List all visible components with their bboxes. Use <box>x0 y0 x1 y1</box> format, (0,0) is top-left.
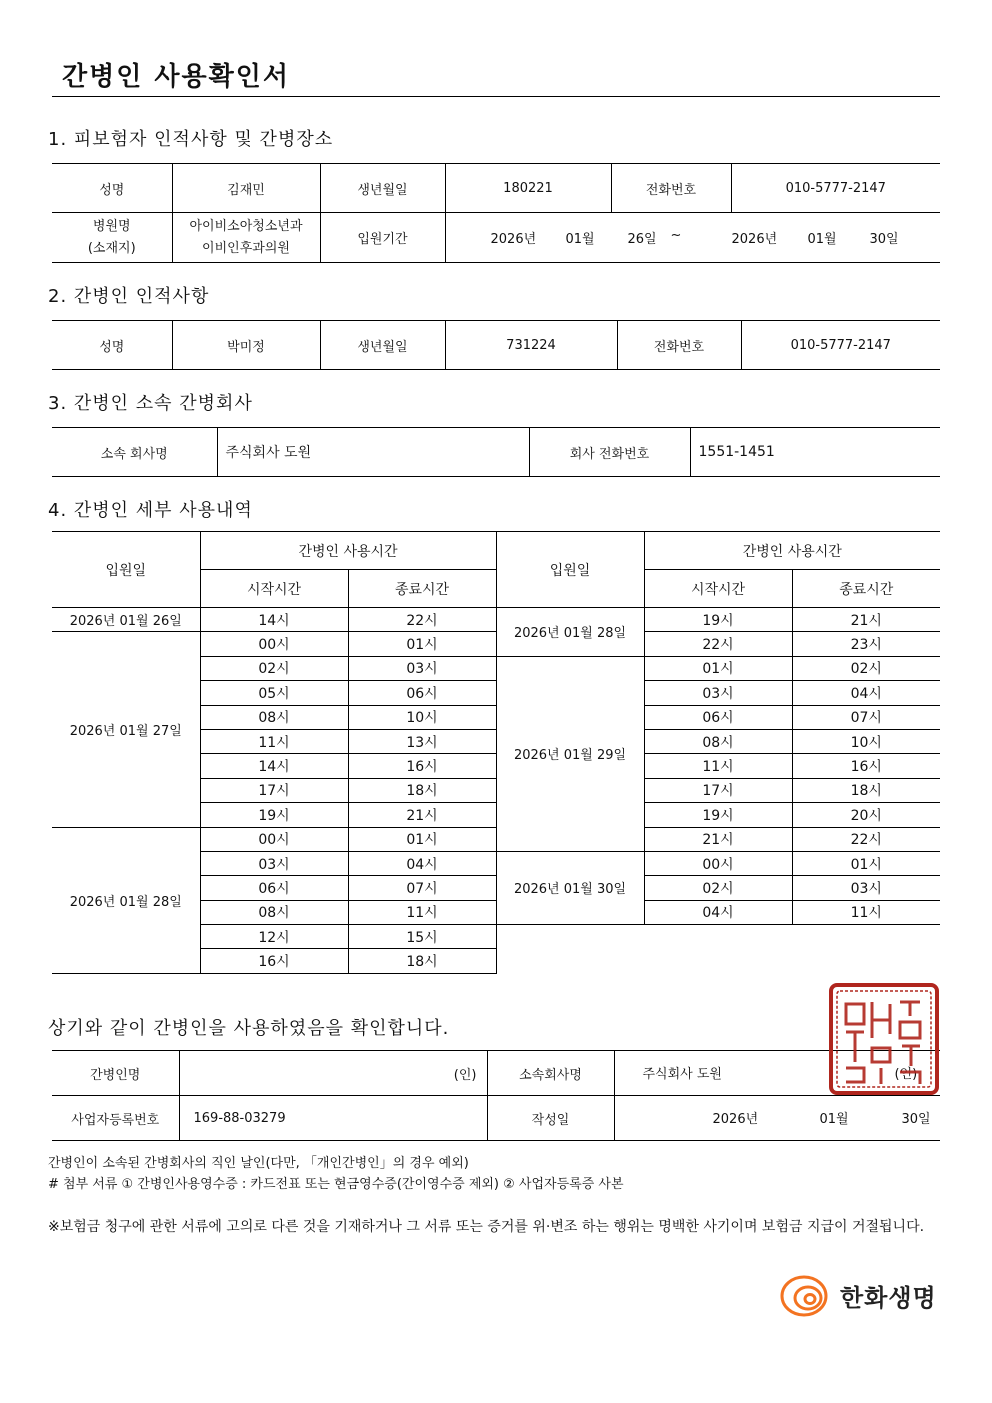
usage-end-time: 18시 <box>348 778 496 802</box>
usage-end-time: 01시 <box>348 632 496 656</box>
insured-name: 김재민 <box>172 164 320 213</box>
hospital-label <box>52 213 172 263</box>
usage-start-time: 19시 <box>200 803 348 827</box>
usage-start-time: 19시 <box>644 608 792 632</box>
usage-date-right: 2026년 01월 29일 <box>496 656 644 851</box>
bizno-value: 169-88-03279 <box>179 1096 487 1141</box>
usage-start-time: 02시 <box>200 656 348 680</box>
usage-end-header-right: 종료시간 <box>792 570 940 608</box>
usage-start-time: 00시 <box>200 827 348 851</box>
date-label: 작성일 <box>487 1096 614 1141</box>
usage-start-time: 01시 <box>644 656 792 680</box>
usage-time-header-left: 간병인 사용시간 <box>200 532 496 570</box>
usage-end-time: 07시 <box>792 705 940 729</box>
note-attachments: # 첨부 서류 ① 간병인사용영수증 : 카드전표 또는 현금영수증(간이영수증 제외) ② 사업자등록증 사본 <box>48 1177 624 1192</box>
usage-end-time: 03시 <box>792 876 940 900</box>
usage-date-right: 2026년 01월 30일 <box>496 851 644 924</box>
caregiver-phone: 010-5777-2147 <box>741 321 940 370</box>
usage-start-time: 06시 <box>644 705 792 729</box>
usage-start-header-right: 시작시간 <box>644 570 792 608</box>
usage-end-time: 04시 <box>348 851 496 875</box>
hospital-name <box>172 213 320 263</box>
written-day: 30일 <box>901 1112 931 1127</box>
usage-start-time: 02시 <box>644 876 792 900</box>
usage-start-time: 17시 <box>200 778 348 802</box>
usage-end-time: 11시 <box>348 900 496 924</box>
usage-start-time: 00시 <box>644 851 792 875</box>
hospital-label-line2: (소재지) <box>87 240 136 256</box>
usage-start-header-left: 시작시간 <box>200 570 348 608</box>
fraud-warning: ※보험금 청구에 관한 서류에 고의로 다른 것을 기재하거나 그 서류 또는 증거를 위·변조 하는 행위는 명백한 사기이며 보험금 지급이 거절됩니다. <box>48 1219 925 1235</box>
usage-date-left: 2026년 01월 26일 <box>52 608 200 632</box>
caregiver-name: 박미정 <box>172 321 320 370</box>
title-divider <box>52 96 940 97</box>
usage-end-time: 22시 <box>348 608 496 632</box>
usage-end-time: 11시 <box>792 900 940 924</box>
usage-start-time: 21시 <box>644 827 792 851</box>
period-tilde: ~ <box>670 227 682 243</box>
signature-table <box>52 1050 940 1141</box>
caregiver-phone-label: 전화번호 <box>617 321 741 370</box>
section-2-heading: 2. 간병인 인적사항 <box>48 286 210 307</box>
usage-start-time: 03시 <box>644 681 792 705</box>
usage-date-header-left: 입원일 <box>52 532 200 608</box>
period-end-month: 01월 <box>807 231 837 247</box>
usage-end-time: 13시 <box>348 729 496 753</box>
period-start-month: 01월 <box>565 231 595 247</box>
signature-company-name: 주식회사 도원 <box>642 1067 722 1082</box>
usage-end-time: 21시 <box>792 608 940 632</box>
usage-date-left: 2026년 01월 28일 <box>52 827 200 973</box>
period-start-year: 2026년 <box>490 231 537 247</box>
admission-period <box>445 213 940 263</box>
usage-start-time: 05시 <box>200 681 348 705</box>
company-table <box>52 427 940 477</box>
company-seal-stamp <box>828 982 940 1096</box>
insured-name-label: 성명 <box>52 164 172 213</box>
usage-end-time: 02시 <box>792 656 940 680</box>
usage-start-time: 08시 <box>200 900 348 924</box>
caregiver-name-label: 성명 <box>52 321 172 370</box>
company-seal-mark: (인) <box>894 1067 918 1082</box>
usage-end-time: 16시 <box>348 754 496 778</box>
insured-table <box>52 163 940 263</box>
written-month: 01월 <box>819 1112 849 1127</box>
usage-start-time: 19시 <box>644 803 792 827</box>
usage-end-time: 16시 <box>792 754 940 778</box>
document-title: 간병인 사용확인서 <box>62 62 290 92</box>
usage-end-time: 15시 <box>348 925 496 949</box>
hospital-name-line2: 이비인후과의원 <box>202 240 290 256</box>
usage-start-time: 17시 <box>644 778 792 802</box>
usage-start-time: 08시 <box>200 705 348 729</box>
period-end-year: 2026년 <box>731 231 778 247</box>
usage-end-time: 10시 <box>792 729 940 753</box>
usage-start-time: 22시 <box>644 632 792 656</box>
section-4-heading: 4. 간병인 세부 사용내역 <box>48 500 253 521</box>
usage-start-time: 11시 <box>200 729 348 753</box>
usage-time-header-right: 간병인 사용시간 <box>644 532 940 570</box>
usage-end-time: 01시 <box>348 827 496 851</box>
usage-end-time: 22시 <box>792 827 940 851</box>
usage-date-right: 2026년 01월 28일 <box>496 608 644 657</box>
usage-end-time: 23시 <box>792 632 940 656</box>
hanwha-logo-mark <box>778 1272 834 1318</box>
usage-start-time: 08시 <box>644 729 792 753</box>
written-date <box>614 1096 940 1141</box>
usage-empty-area <box>496 925 940 949</box>
section-1-heading: 1. 피보험자 인적사항 및 간병장소 <box>48 129 334 150</box>
section-3-heading: 3. 간병인 소속 간병회사 <box>48 393 253 414</box>
usage-end-header-left: 종료시간 <box>348 570 496 608</box>
usage-start-time: 16시 <box>200 949 348 973</box>
note-line-1: 간병인이 소속된 간병회사의 직인 날인(다만, 「개인간병인」의 경우 예외) <box>48 1156 469 1171</box>
written-year: 2026년 <box>712 1112 759 1127</box>
usage-end-time: 04시 <box>792 681 940 705</box>
usage-start-time: 14시 <box>200 754 348 778</box>
insured-phone: 010-5777-2147 <box>731 164 940 213</box>
usage-start-time: 14시 <box>200 608 348 632</box>
bizno-label: 사업자등록번호 <box>52 1096 179 1141</box>
logo-text: 한화생명 <box>840 1283 937 1312</box>
insured-birth: 180221 <box>445 164 611 213</box>
usage-date-left: 2026년 01월 27일 <box>52 632 200 827</box>
usage-end-time: 21시 <box>348 803 496 827</box>
caregiver-name-label: 간병인명 <box>52 1051 179 1096</box>
confirmation-text: 상기와 같이 간병인을 사용하였음을 확인합니다. <box>48 1018 450 1039</box>
caregiver-seal-mark: (인) <box>179 1051 487 1096</box>
usage-empty-area <box>496 949 940 973</box>
hanwha-life-logo <box>778 1272 937 1318</box>
usage-end-time: 18시 <box>792 778 940 802</box>
period-end-day: 30일 <box>869 231 899 247</box>
usage-table <box>52 531 940 974</box>
usage-end-time: 10시 <box>348 705 496 729</box>
insured-phone-label: 전화번호 <box>611 164 731 213</box>
caregiver-table <box>52 320 940 370</box>
usage-end-time: 01시 <box>792 851 940 875</box>
company-phone-label: 회사 전화번호 <box>529 428 690 477</box>
company-name-label: 소속 회사명 <box>52 428 217 477</box>
caregiver-birth: 731224 <box>445 321 617 370</box>
caregiver-birth-label: 생년월일 <box>320 321 445 370</box>
usage-end-time: 03시 <box>348 656 496 680</box>
usage-start-time: 11시 <box>644 754 792 778</box>
period-start-day: 26일 <box>627 231 657 247</box>
company-name: 주식회사 도원 <box>217 428 529 477</box>
usage-start-time: 00시 <box>200 632 348 656</box>
usage-end-time: 06시 <box>348 681 496 705</box>
insured-birth-label: 생년월일 <box>320 164 445 213</box>
usage-start-time: 12시 <box>200 925 348 949</box>
usage-start-time: 03시 <box>200 851 348 875</box>
usage-date-header-right: 입원일 <box>496 532 644 608</box>
usage-end-time: 07시 <box>348 876 496 900</box>
hospital-label-line1: 병원명 <box>92 218 131 234</box>
period-label: 입원기간 <box>320 213 445 263</box>
usage-start-time: 04시 <box>644 900 792 924</box>
usage-end-time: 18시 <box>348 949 496 973</box>
usage-end-time: 20시 <box>792 803 940 827</box>
company-name-label: 소속회사명 <box>487 1051 614 1096</box>
hospital-name-line1: 아이비소아청소년과 <box>189 218 303 234</box>
usage-start-time: 06시 <box>200 876 348 900</box>
company-phone: 1551-1451 <box>690 428 940 477</box>
